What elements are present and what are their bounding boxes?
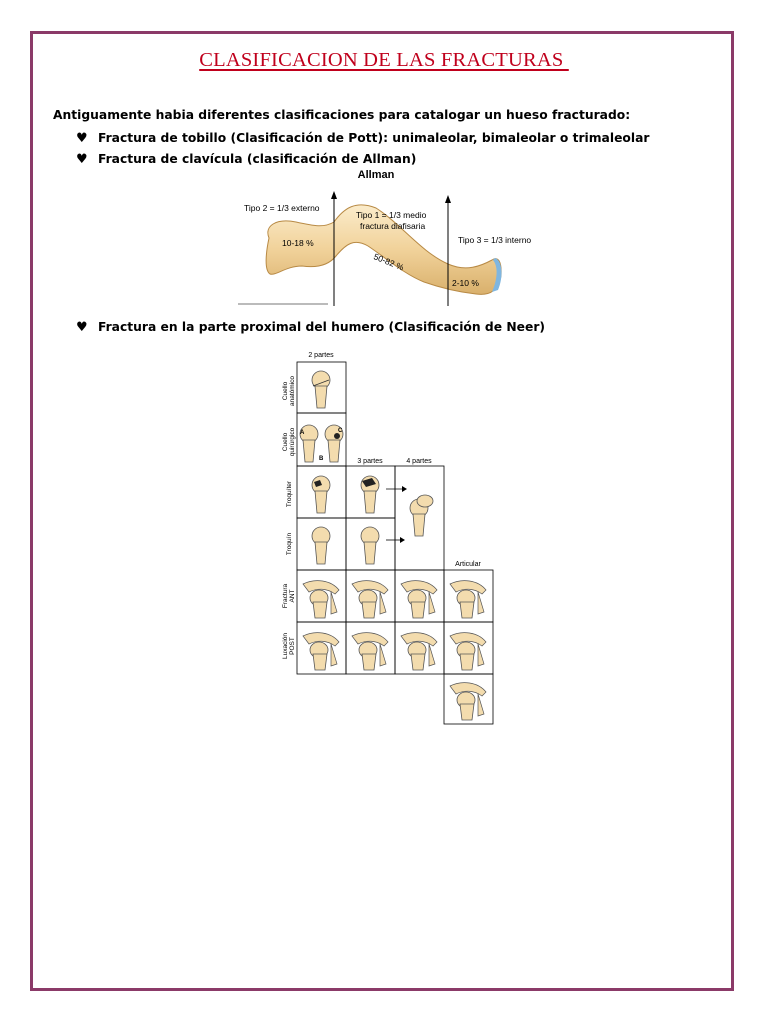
shoulder-ant-articular bbox=[450, 581, 486, 618]
list-item-neer bbox=[76, 320, 545, 335]
humerus-greater-tuberosity bbox=[312, 476, 330, 513]
arrow-up-icon bbox=[331, 191, 337, 199]
heart-icon: ♥ bbox=[76, 320, 88, 335]
humerus-anatomic-neck bbox=[312, 371, 330, 408]
humerus-3part-lesser bbox=[361, 527, 379, 564]
label-a: A bbox=[300, 430, 305, 436]
page-title: CLASIFICACION DE LAS FRACTURAS bbox=[199, 49, 569, 71]
bullet-text: Fractura de tobillo (Clasificación de Pott): unimaleolar, bimaleolar o trimaleolar bbox=[98, 131, 650, 145]
row-label: POST bbox=[289, 637, 296, 655]
shoulder-post-2part bbox=[303, 633, 339, 670]
pct-lateral: 10-18 % bbox=[282, 238, 314, 248]
shoulder-ant-2part bbox=[303, 581, 339, 618]
col-4-partes: 4 partes bbox=[406, 458, 432, 465]
shoulder-post-articular bbox=[450, 633, 486, 670]
row-label: Cuello bbox=[282, 432, 289, 452]
pct-medial: 2-10 % bbox=[452, 278, 479, 288]
row-label: quirúrgico bbox=[289, 427, 296, 457]
tipo-1-sublabel: fractura diafisaria bbox=[360, 221, 426, 231]
row-label: Troquín bbox=[286, 532, 293, 556]
neer-classification-figure bbox=[276, 346, 498, 728]
label-b: B bbox=[319, 456, 324, 462]
tipo-1-label: Tipo 1 = 1/3 medio bbox=[356, 210, 427, 220]
heart-icon: ♥ bbox=[76, 152, 88, 167]
intro-text: Antiguamente habia diferentes clasificaciones para catalogar un hueso fracturado: bbox=[53, 108, 631, 122]
col-3-partes: 3 partes bbox=[357, 458, 383, 465]
pct-middle: 50-82 % bbox=[372, 251, 406, 273]
col-articular: Articular bbox=[455, 561, 481, 568]
arrow-up-icon bbox=[445, 195, 451, 203]
tipo-3-label: Tipo 3 = 1/3 interno bbox=[458, 235, 532, 245]
row-label: Fractura bbox=[282, 583, 289, 609]
row-label: Luxación bbox=[282, 632, 289, 660]
heart-icon: ♥ bbox=[76, 131, 88, 146]
arrow-right-icon bbox=[400, 537, 405, 543]
shoulder-ant-3part bbox=[352, 581, 388, 618]
shoulder-articular-impaction bbox=[450, 683, 486, 720]
row-label: Troquíter bbox=[286, 480, 293, 508]
label-c: C bbox=[338, 428, 343, 434]
row-label: Cuello bbox=[282, 381, 289, 401]
arrow-right-icon bbox=[402, 486, 407, 492]
shoulder-post-4part bbox=[401, 633, 437, 670]
row-label: anatómico bbox=[289, 376, 296, 406]
allman-clavicle-figure bbox=[236, 166, 536, 306]
list-item-pott bbox=[76, 131, 649, 146]
list-item-allman bbox=[76, 152, 416, 167]
row-labels bbox=[282, 376, 296, 659]
col-2-partes: 2 partes bbox=[308, 352, 334, 359]
row-label: ANT bbox=[289, 589, 296, 603]
humerus-drawings bbox=[300, 371, 486, 720]
bullet-text: Fractura de clavícula (clasificación de Allman) bbox=[98, 152, 417, 166]
fracture-mark bbox=[334, 433, 340, 439]
bullet-text: Fractura en la parte proximal del humero (Clasificación de Neer) bbox=[98, 320, 545, 334]
humerus-lesser-tuberosity bbox=[312, 527, 330, 564]
allman-heading: Allman bbox=[357, 169, 395, 181]
shoulder-ant-4part bbox=[401, 581, 437, 618]
shoulder-post-3part bbox=[352, 633, 388, 670]
tipo-2-label: Tipo 2 = 1/3 externo bbox=[244, 203, 320, 213]
